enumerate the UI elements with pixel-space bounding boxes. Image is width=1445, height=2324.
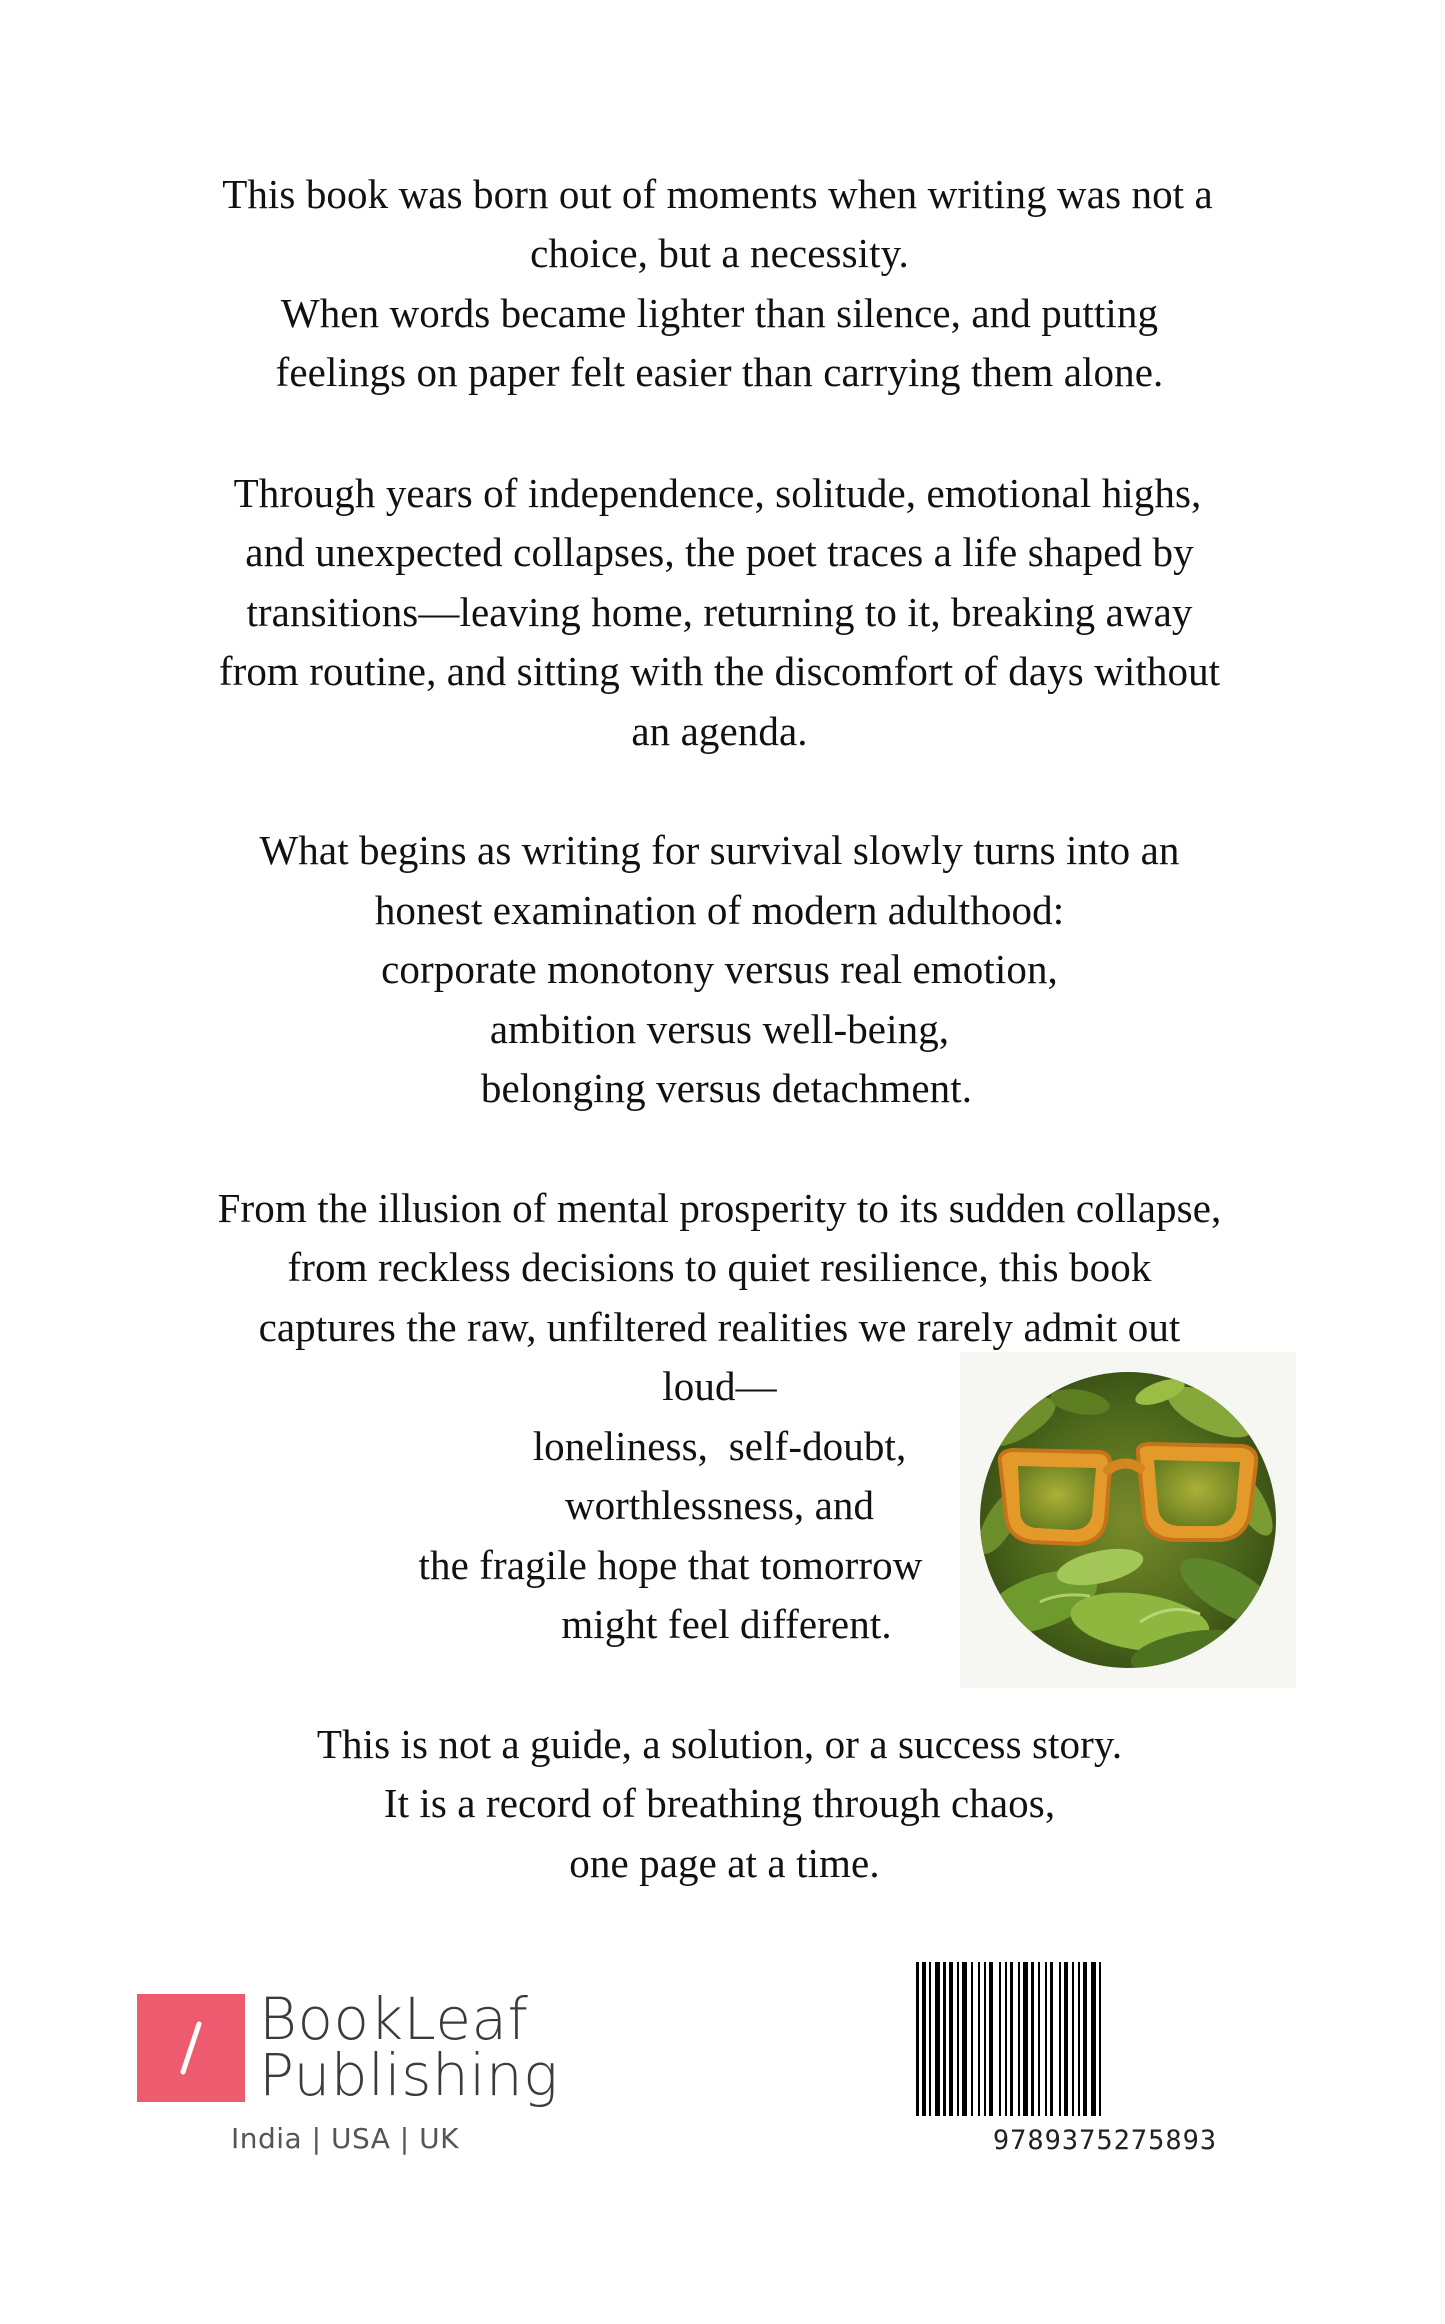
barcode-bar [978, 1962, 980, 2116]
barcode-bar [1050, 1962, 1053, 2116]
isbn-number: 9789375275893 [992, 2125, 1218, 2156]
blurb-line: captures the raw, unfiltered realities we rarely admit out [258, 1304, 1181, 1350]
glasses-in-leaves-illustration [960, 1352, 1296, 1688]
barcode-bar [943, 1962, 946, 2116]
barcode-bar [1064, 1962, 1068, 2116]
barcode-bar [1099, 1962, 1101, 2116]
blurb-line: from routine, and sitting with the discomfort of days without [218, 648, 1221, 694]
barcode-bar [962, 1962, 967, 2116]
publisher-regions: India | USA | UK [231, 2122, 459, 2155]
barcode-bar [1031, 1962, 1034, 2116]
blurb-line: When words became lighter than silence, and putting [280, 290, 1159, 336]
blurb-line: loneliness, self-doubt, [532, 1423, 907, 1469]
barcode-bar [1023, 1962, 1028, 2116]
barcode-bar [1018, 1962, 1020, 2116]
blurb-line: feelings on paper felt easier than carrying them alone. [275, 349, 1164, 395]
blurb-line: transitions—leaving home, returning to it, breaking away [246, 589, 1193, 635]
blurb-line: and unexpected collapses, the poet traces a life shaped by [245, 529, 1194, 575]
barcode-bar [949, 1962, 953, 2116]
blurb-line: honest examination of modern adulthood: [374, 887, 1065, 933]
blurb-line: Through years of independence, solitude, emotional highs, [233, 470, 1202, 516]
blurb-line: corporate monotony versus real emotion, [381, 946, 1058, 992]
publisher-name-line-1: BookLeaf [259, 1985, 529, 2053]
barcode-bar [957, 1962, 959, 2116]
blurb-line: This is not a guide, a solution, or a success story. [316, 1721, 1123, 1767]
barcode-bar [1078, 1962, 1080, 2116]
barcode-bar [1045, 1962, 1047, 2116]
blurb-line: This book was born out of moments when writing was not a [222, 171, 1213, 217]
blurb-line: It is a record of breathing through chaos, [383, 1780, 1056, 1826]
barcode-bar [922, 1962, 926, 2116]
barcode-bar [935, 1962, 940, 2116]
blurb-line: belonging versus detachment. [480, 1065, 973, 1111]
barcode-bar [916, 1962, 919, 2116]
barcode-bar [1059, 1962, 1061, 2116]
barcode-bar [971, 1962, 973, 2116]
blurb-line: the fragile hope that tomorrow [418, 1542, 923, 1588]
publisher-logo [137, 1985, 597, 2164]
barcode-bar [929, 1962, 931, 2116]
blurb-line: choice, but a necessity. [530, 230, 909, 276]
barcode-bar [1005, 1962, 1007, 2116]
slash-icon [137, 1994, 245, 2102]
blurb-line: From the illusion of mental prosperity to its sudden collapse, [217, 1185, 1222, 1231]
barcode-bar [984, 1962, 986, 2116]
blurb-line: What begins as writing for survival slowly turns into an [259, 827, 1180, 873]
barcode-bar [1072, 1962, 1074, 2116]
barcode-bar [1010, 1962, 1013, 2116]
blurb-line: ambition versus well-being, [489, 1006, 950, 1052]
blurb-line: an agenda. [631, 708, 808, 754]
publisher-name-line-2: Publishing [259, 2041, 559, 2109]
barcode-bar [989, 1962, 993, 2116]
barcode-bar [1091, 1962, 1096, 2116]
blurb-line: loud— [662, 1363, 777, 1409]
barcode-bar [999, 1962, 1001, 2116]
blurb-line: one page at a time. [569, 1840, 880, 1886]
barcode-bar [1083, 1962, 1087, 2116]
blurb-line: might feel different. [561, 1601, 892, 1647]
barcode-bar [1038, 1962, 1040, 2116]
blurb-line: from reckless decisions to quiet resilience, this book [287, 1244, 1152, 1290]
blurb-line: worthlessness, and [564, 1482, 875, 1528]
